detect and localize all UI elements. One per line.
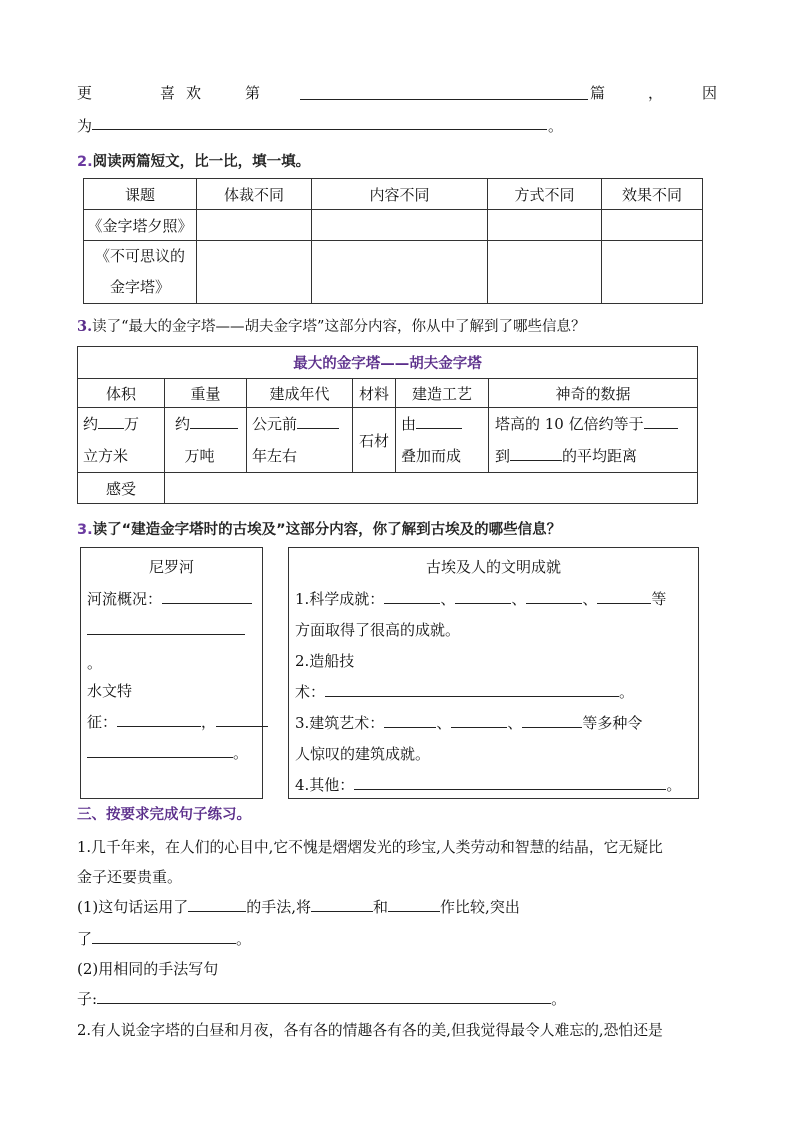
cell[interactable] xyxy=(488,210,602,241)
char-geng: 更 xyxy=(77,84,93,102)
other-line: 4.其他： 。 xyxy=(295,776,682,794)
arch-blank-2[interactable] xyxy=(451,713,507,728)
weight-cell: 约 万吨 xyxy=(165,408,247,473)
para-2: 2.有人说金字塔的白昼和月夜，各有各的情趣各有各的美,但我觉得最令人难忘的,恐怕还是 xyxy=(77,1022,663,1039)
nile-overview: 河流概况： xyxy=(87,588,252,609)
cell[interactable] xyxy=(312,210,488,241)
para-1-cont: 金子还要贵重。 xyxy=(77,868,183,886)
weight-blank[interactable] xyxy=(190,414,238,429)
char-xi: 喜 xyxy=(160,84,176,102)
overview-blank[interactable] xyxy=(162,589,252,604)
science-line: 1.科学成就： 、 、 、 等 xyxy=(295,590,667,608)
cell[interactable] xyxy=(197,210,312,241)
para-1: 1.几千年来，在人们的心目中,它不愧是熠熠发光的珍宝,人类劳动和智慧的结晶，它无疑比 xyxy=(77,839,663,856)
q2-heading: 2.阅读两篇短文，比一比，填一填。 xyxy=(77,154,311,170)
answer-blank-2[interactable] xyxy=(92,129,547,130)
compare-blank-2[interactable] xyxy=(388,897,440,912)
hydro-label: 水文特 xyxy=(87,682,133,700)
cell[interactable] xyxy=(602,241,703,304)
hydro-blank-3[interactable] xyxy=(87,743,233,758)
header-volume: 体积 xyxy=(78,379,165,408)
header-era: 建成年代 xyxy=(247,379,353,408)
header-effect: 效果不同 xyxy=(602,179,703,210)
cell[interactable] xyxy=(312,241,488,304)
volume-blank[interactable] xyxy=(98,414,124,429)
char-yin: 因 xyxy=(702,84,718,102)
civilization-box xyxy=(288,547,699,799)
answer-blank-1[interactable] xyxy=(300,99,588,100)
ship-label: 2.造船技 xyxy=(295,652,355,670)
sentence-blank[interactable] xyxy=(97,989,551,1004)
header-method: 方式不同 xyxy=(488,179,602,210)
table-title: 最大的金字塔——胡夫金字塔 xyxy=(78,347,698,379)
sub-1-line-2: 了 。 xyxy=(77,930,252,948)
header-weight: 重量 xyxy=(165,379,247,408)
sub-2-line-2: 子: 。 xyxy=(77,990,567,1008)
craft-blank[interactable] xyxy=(416,414,462,429)
hydro-blank-1[interactable] xyxy=(117,712,201,727)
q2-table xyxy=(83,178,703,304)
cell[interactable] xyxy=(488,241,602,304)
header-material: 材料 xyxy=(353,379,396,408)
science-blank-3[interactable] xyxy=(526,589,582,604)
hydro-blank-2[interactable] xyxy=(216,712,268,727)
other-blank[interactable] xyxy=(354,775,666,790)
section-3-heading: 三、按要求完成句子练习。 xyxy=(77,807,251,823)
overview-blank-2[interactable] xyxy=(87,634,245,635)
nile-box xyxy=(80,547,263,799)
char-di: 第 xyxy=(245,84,261,102)
period: 。 xyxy=(548,117,564,135)
char-pian: 篇 xyxy=(590,84,606,102)
cell[interactable] xyxy=(197,241,312,304)
science-blank-2[interactable] xyxy=(455,589,511,604)
arch-line-2: 人惊叹的建筑成就。 xyxy=(295,745,431,763)
hydro-line-2: 。 xyxy=(87,742,248,763)
highlight-blank[interactable] xyxy=(92,929,236,944)
q3b-heading: 3.读了“建造金字塔时的古埃及”这部分内容，你了解到古埃及的哪些信息？ xyxy=(77,522,562,538)
feel-cell[interactable] xyxy=(165,473,698,504)
header-craft: 建造工艺 xyxy=(396,379,489,408)
data-cell: 塔高的 10 亿倍约等于 到 的平均距离 xyxy=(489,408,698,473)
sub-2-line: (2)用相同的手法写句 xyxy=(77,960,219,978)
science-blank-1[interactable] xyxy=(384,589,440,604)
data-blank-1[interactable] xyxy=(644,414,678,429)
row-title-1: 《金字塔夕照》 xyxy=(84,210,197,241)
arch-line: 3.建筑艺术： 、 、 等多种令 xyxy=(295,714,643,732)
volume-cell: 约 万 立方米 xyxy=(78,408,165,473)
compare-blank-1[interactable] xyxy=(311,897,373,912)
ship-line: 术： 。 xyxy=(295,683,635,701)
era-cell: 公元前 年左右 xyxy=(247,408,353,473)
row-title-2: 《不可思议的 金字塔》 xyxy=(84,241,197,304)
cell[interactable] xyxy=(602,210,703,241)
header-topic: 课题 xyxy=(84,179,197,210)
science-blank-4[interactable] xyxy=(597,589,651,604)
sub-1-line: (1)这句话运用了 的手法,将 和 作比较,突出 xyxy=(77,898,520,916)
char-wei: 为 xyxy=(77,117,93,135)
header-content: 内容不同 xyxy=(312,179,488,210)
technique-blank[interactable] xyxy=(188,897,246,912)
nile-title: 尼罗河 xyxy=(148,558,194,576)
header-data: 神奇的数据 xyxy=(489,379,698,408)
material-cell: 石材 xyxy=(353,408,396,473)
hydro-line: 征： ， xyxy=(87,711,268,732)
data-blank-2[interactable] xyxy=(510,446,562,461)
overview-end: 。 xyxy=(87,654,103,672)
header-genre: 体裁不同 xyxy=(197,179,312,210)
q3a-heading: 3.读了“最大的金字塔——胡夫金字塔”这部分内容，你从中了解到了哪些信息？ xyxy=(77,318,586,335)
science-line-2: 方面取得了很高的成就。 xyxy=(295,621,461,639)
char-comma: ， xyxy=(648,84,664,102)
civ-title: 古埃及人的文明成就 xyxy=(425,558,561,576)
arch-blank-3[interactable] xyxy=(522,713,582,728)
arch-blank-1[interactable] xyxy=(384,713,436,728)
craft-cell: 由 叠加而成 xyxy=(396,408,489,473)
feel-label: 感受 xyxy=(78,473,165,504)
q3a-table xyxy=(77,346,698,504)
char-huan: 欢 xyxy=(186,84,202,102)
era-blank[interactable] xyxy=(297,414,339,429)
ship-blank[interactable] xyxy=(325,682,619,697)
